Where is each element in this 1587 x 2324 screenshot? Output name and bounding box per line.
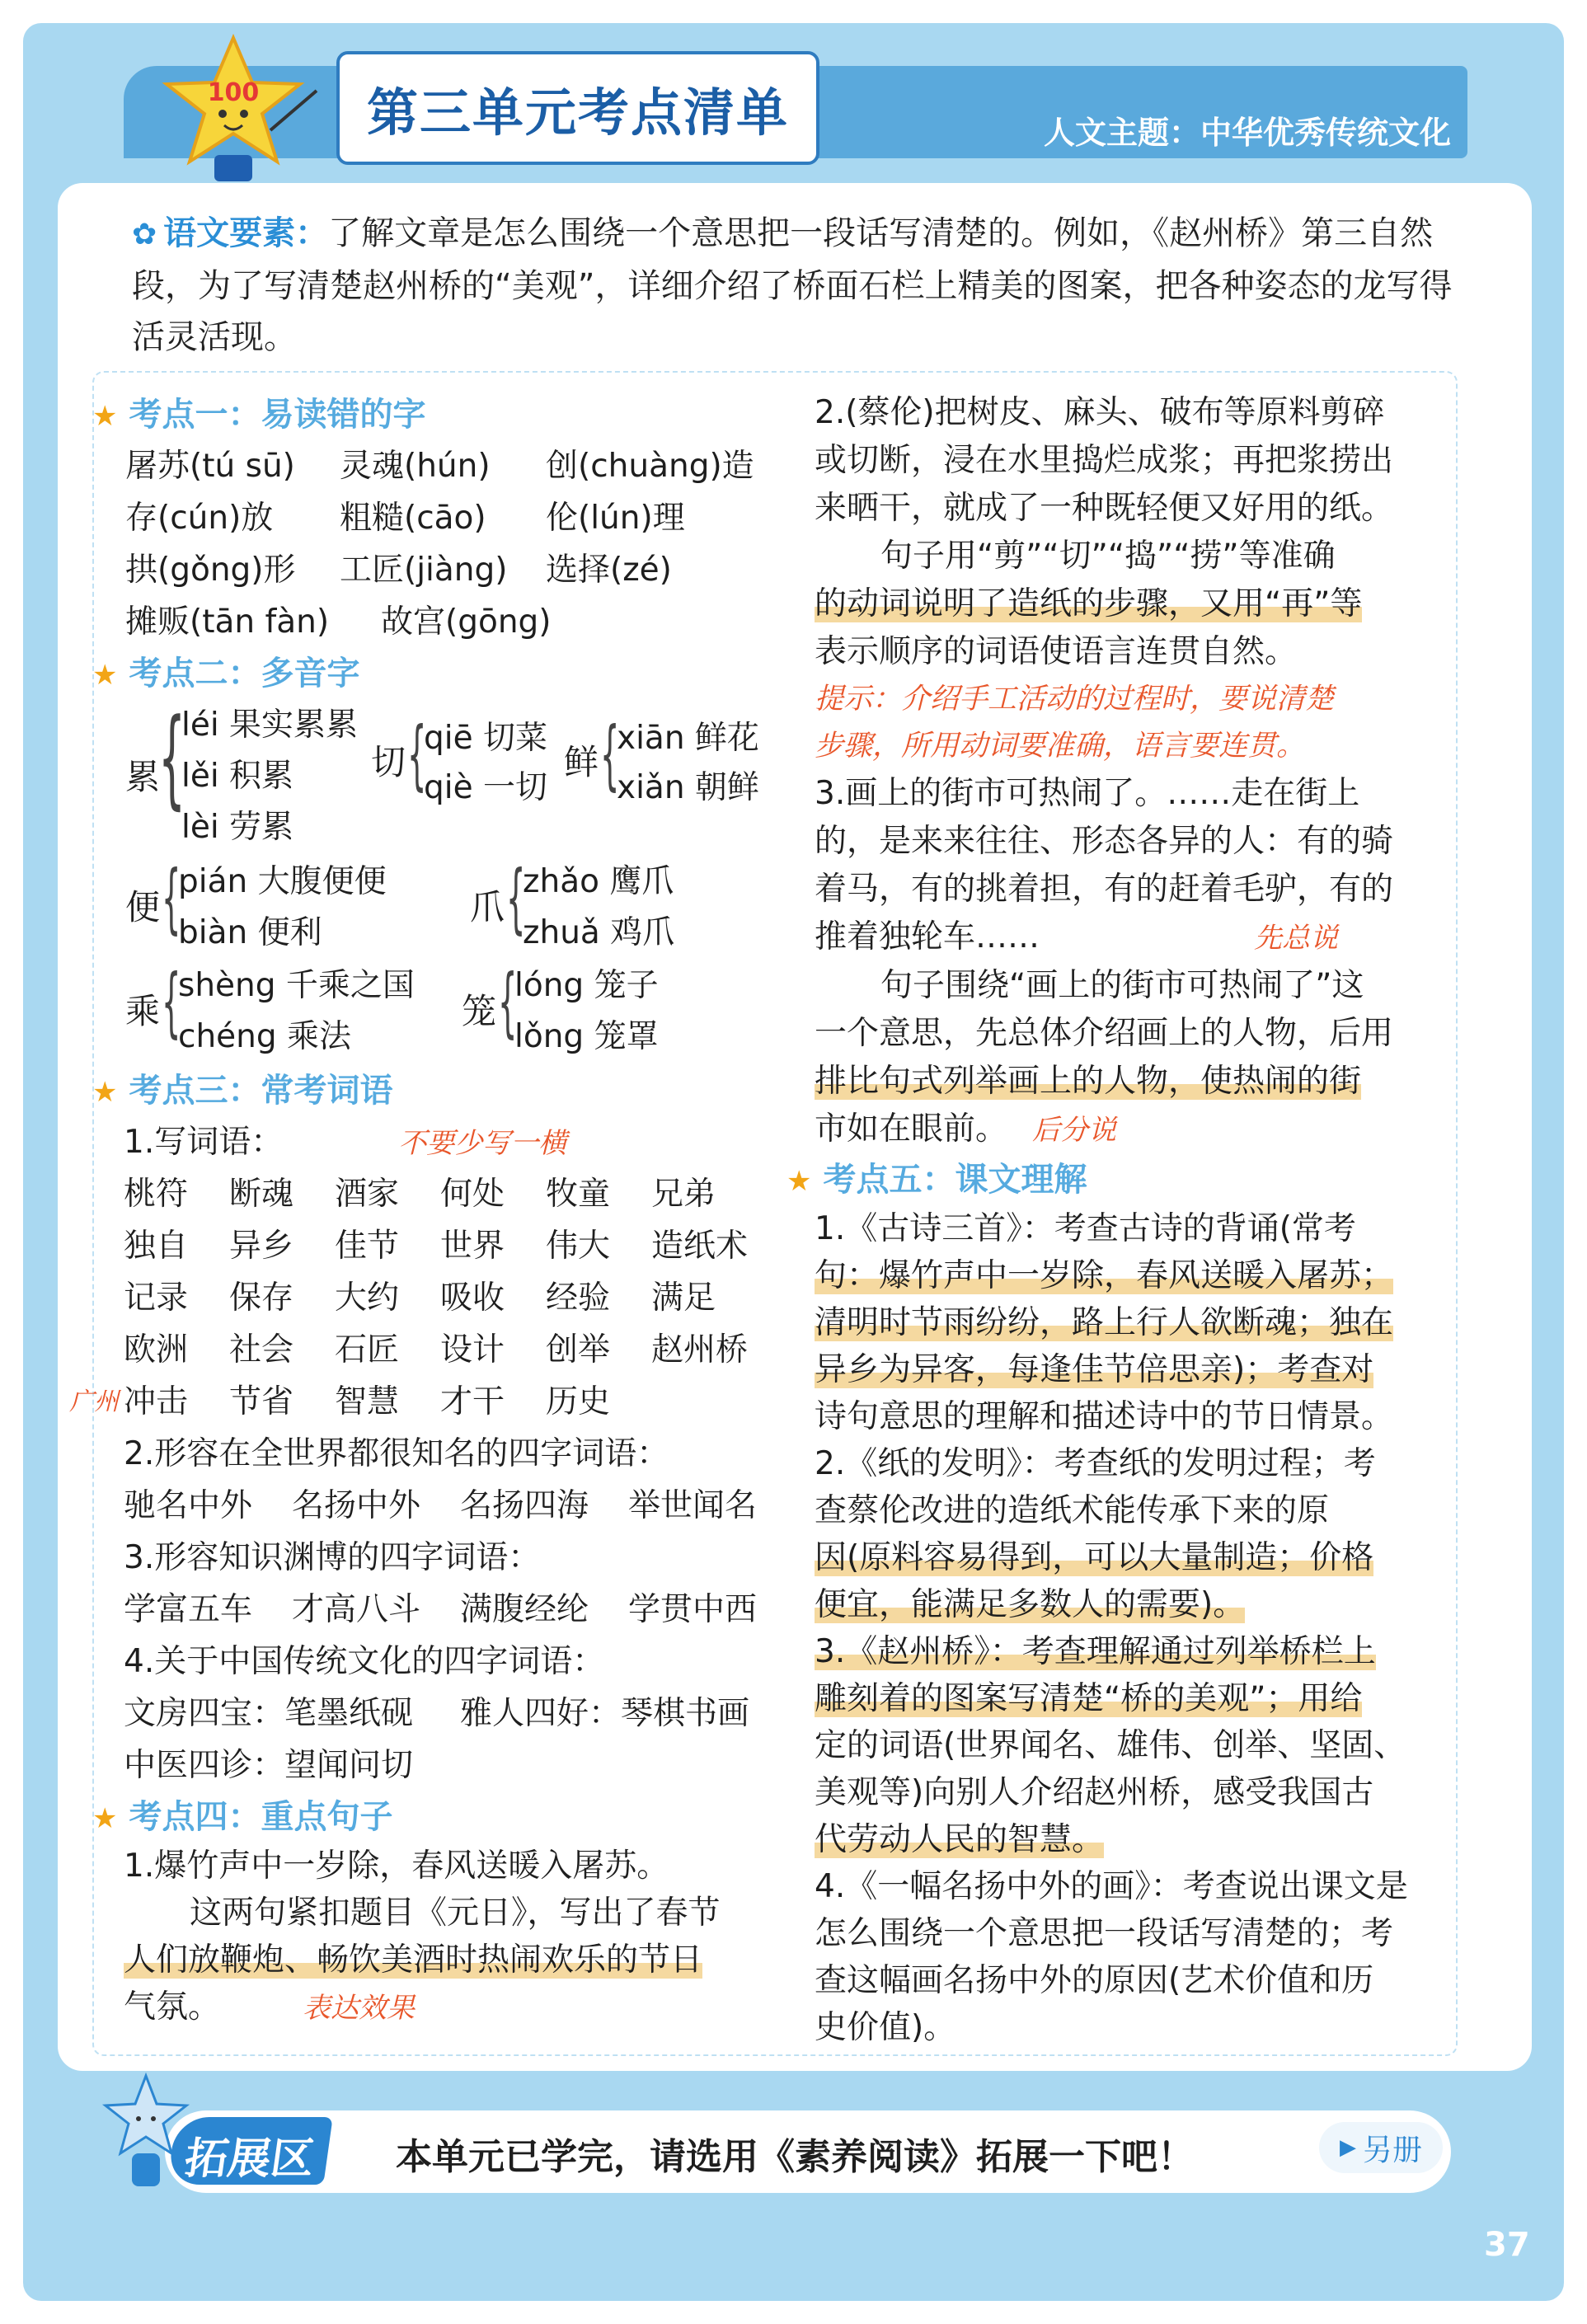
kp4-left bbox=[92, 1843, 777, 2032]
intro-text: 了解文章是怎么围绕一个意思把一段话写清楚的。例如，《赵州桥》第三自然段，为了写清楚赵州桥的“美观”，详细介绍了桥面石栏上精美的图案，把各种姿态的龙写得活灵活现。 bbox=[132, 214, 1453, 356]
poly-line: lǒng 笼罩 bbox=[514, 1018, 659, 1055]
right-column bbox=[786, 389, 1458, 2051]
analysis: 句子围绕“画上的街市可热闹了”这 一个意思，先总体介绍画上的人物，后用 排比句式列举画上的人物，使热闹的街 市如在眼前。 后分说 bbox=[815, 967, 1394, 1148]
handwritten-note: 表达效果 bbox=[303, 1992, 416, 2025]
word-row: 驰名中外 名扬中外 名扬四海 举世闻名 bbox=[124, 1487, 758, 1524]
kp3-sub2: 2.形容在全世界都很知名的四字词语： bbox=[124, 1435, 669, 1472]
word-row: 欧洲 社会 石匠 设计 创举 赵州桥 bbox=[124, 1331, 749, 1369]
poly-line: lóng 笼子 bbox=[514, 967, 659, 1004]
poly-line: léi 果实累累 bbox=[181, 707, 359, 744]
word-row: 文房四宝：笔墨纸砚 雅人四好：琴棋书画 bbox=[124, 1695, 750, 1732]
play-icon: ▶ bbox=[1339, 2135, 1356, 2160]
poly-char: 便 bbox=[125, 887, 161, 927]
list-item: 摊贩(tān fàn) 故宫(gōng) bbox=[125, 603, 552, 641]
list-item: 屠苏(tú sū) 灵魂(hún) 创(chuàng)造 bbox=[125, 448, 754, 485]
poly-line: shèng 千乘之国 bbox=[178, 967, 415, 1004]
star-mascot-small-icon bbox=[101, 2071, 191, 2195]
kp3-sub4: 4.关于中国传统文化的四字词语： bbox=[124, 1643, 605, 1680]
poly-char: 鲜 bbox=[564, 742, 599, 782]
kp3-heading: ★ 考点三：常考词语 bbox=[92, 1072, 393, 1110]
poly-char: 切 bbox=[371, 742, 406, 782]
kp3-sub3: 3.形容知识渊博的四字词语： bbox=[124, 1539, 541, 1576]
poly-line: qiè 一切 bbox=[424, 769, 547, 806]
kp5-item-4: 4.《一幅名扬中外的画》：考查说出课文是 怎么围绕一个意思把一段话写清楚的；考 查这幅画名扬中外的原因(艺术价值和历 史价值)。 bbox=[815, 1868, 1408, 2046]
page-number: 37 bbox=[1484, 2226, 1530, 2264]
kp4-heading: ★ 考点四：重点句子 bbox=[92, 1798, 393, 1836]
word-row: 学富五车 才高八斗 满腹经纶 学贯中西 bbox=[124, 1591, 758, 1628]
handwritten-note: 广州 bbox=[69, 1387, 119, 1416]
poly-line: xiǎn 朝鲜 bbox=[617, 769, 759, 806]
expand-text: 本单元已学完，请选用《素养阅读》拓展一下吧！ bbox=[396, 2136, 1194, 2178]
kp2-polyphones: 累 { léi 果实累累 lěi 积累 lèi 劳累 切 { qiē 切菜 qiè 一切 鲜 { xiān 鲜花 xiǎn 朝鲜 便 { pián 大腹便便 biàn 便利 爪 { zhǎo 鹰爪 zhuǎ 鸡爪 乘 { shèng 千乘之国 chéng 乘法 笼 { lóng 笼子 lǒng 笼罩 bbox=[125, 695, 759, 1055]
handwritten-note: 先总说 bbox=[1254, 922, 1339, 955]
star-icon: ★ bbox=[92, 1076, 118, 1109]
expand-title-badge bbox=[167, 2117, 333, 2185]
poly-line: zhuǎ 鸡爪 bbox=[523, 914, 675, 951]
word-row: 中医四诊：望闻问切 bbox=[124, 1747, 414, 1784]
star-icon: ★ bbox=[92, 659, 118, 692]
poly-line: zhǎo 鹰爪 bbox=[523, 863, 674, 900]
poly-line: pián 大腹便便 bbox=[178, 863, 387, 900]
kp3-sub1: 1.写词语： 不要少写一横 bbox=[124, 1116, 777, 1168]
left-column bbox=[69, 389, 777, 2032]
intro-block bbox=[132, 208, 1459, 363]
kp2-heading: ★ 考点二：多音字 bbox=[92, 655, 360, 693]
poly-line: xiān 鲜花 bbox=[617, 720, 759, 757]
poly-line: lěi 积累 bbox=[181, 758, 294, 795]
poly-line: chéng 乘法 bbox=[178, 1018, 352, 1055]
hint: 提示：介绍手工活动的过程时，要说清楚 步骤，所用动词要准确，语言要连贯。 bbox=[815, 683, 1335, 763]
mascot-label: 100 bbox=[207, 78, 260, 107]
kp5-item-3: 3.《赵州桥》：考查理解通过列举桥栏上 雕刻着的图案写清楚“桥的美观”；用给 定的词语(世界闻名、雄伟、创举、坚固、 美观等)向别人介绍赵州桥，感受我国古 代劳动人民的智慧。 bbox=[815, 1633, 1406, 1858]
analysis: 气氛。 表达效果 bbox=[124, 1988, 416, 2026]
sentence: 1.爆竹声中一岁除，春风送暖入屠苏。 bbox=[124, 1847, 669, 1885]
analysis: 人们放鞭炮、畅饮美酒时热闹欢乐的节日 bbox=[124, 1941, 703, 1979]
kp5-item-1: 1.《古诗三首》：考查古诗的背诵(常考 句：爆竹声中一岁除，春风送暖入屠苏； 清明时节雨纷纷，路上行人欲断魂；独在 异乡为异客，每逢佳节倍思亲)；考查对 诗句意思的理解和描述诗中的节日情景。 bbox=[815, 1210, 1394, 1435]
analysis: 这两句紧扣题目《元日》，写出了春节 bbox=[190, 1894, 721, 1932]
star-icon: ★ bbox=[92, 1802, 118, 1835]
kp1-list bbox=[92, 440, 777, 648]
poly-char: 乘 bbox=[125, 991, 161, 1031]
analysis: 句子用“剪”“切”“捣”“捞”等准确 的动词说明了造纸的步骤，又用“再”等 表示顺序的词语使语言连贯自然。 bbox=[815, 538, 1363, 670]
sentence: 2.(蔡伦)把树皮、麻头、破布等原料剪碎 或切断，浸在水里捣烂成浆；再把浆捞出 来晒干，就成了一种既轻便又好用的纸。 bbox=[815, 394, 1394, 527]
word-row: 广州 冲击 节省 智慧 才干 历史 bbox=[124, 1376, 777, 1428]
see-booklet-button[interactable]: ▶ 另册 bbox=[1319, 2122, 1443, 2173]
intro-label: 语文要素： bbox=[163, 214, 329, 252]
kp5-item-2: 2.《纸的发明》：考查纸的发明过程；考 查蔡伦改进的造纸术能传承下来的原 因(原料容易得到，可以大量制造；价格 便宜，能满足多数人的需要)。 bbox=[815, 1445, 1376, 1623]
list-item: 存(cún)放 粗糙(cāo) 伦(lún)理 bbox=[125, 500, 685, 537]
word-row: 独自 异乡 佳节 世界 伟大 造纸术 bbox=[124, 1228, 749, 1265]
kp5-heading: ★ 考点五：课文理解 bbox=[786, 1161, 1087, 1199]
sentence: 3.画上的街市可热闹了。……走在街上 的，是来来往往、形态各异的人：有的骑 着马，有的挑着担，有的赶着毛驴，有的 推着独轮车…… 先总说 bbox=[815, 775, 1394, 955]
list-item: 拱(gǒng)形 工匠(jiàng) 选择(zé) bbox=[125, 552, 672, 589]
poly-line: lèi 劳累 bbox=[181, 809, 294, 846]
kp1-heading: ★ 考点一：易读错的字 bbox=[92, 396, 426, 434]
star-icon: ★ bbox=[92, 400, 118, 433]
star-mascot-icon bbox=[155, 31, 320, 188]
poly-line: biàn 便利 bbox=[178, 914, 322, 951]
theme-label: 人文主题：中华优秀传统文化 bbox=[1043, 115, 1451, 151]
word-row: 桃符 断魂 酒家 何处 牧童 兄弟 bbox=[124, 1176, 716, 1213]
poly-line: qiē 切菜 bbox=[424, 720, 547, 757]
handwritten-note: 不要少写一横 bbox=[398, 1127, 567, 1160]
poly-char: 累 bbox=[125, 757, 161, 797]
star-icon: ★ bbox=[786, 1165, 812, 1198]
poly-char: 爪 bbox=[470, 887, 505, 927]
word-row: 记录 保存 大约 吸收 经验 满足 bbox=[124, 1279, 716, 1317]
poly-char: 笼 bbox=[462, 991, 497, 1031]
handwritten-note: 后分说 bbox=[1032, 1114, 1117, 1147]
page-title: 第三单元考点清单 bbox=[336, 51, 819, 165]
kp3-body bbox=[69, 1116, 777, 1791]
expand-title: 拓展区 bbox=[181, 2134, 317, 2184]
flower-icon: ✿ bbox=[132, 218, 157, 251]
